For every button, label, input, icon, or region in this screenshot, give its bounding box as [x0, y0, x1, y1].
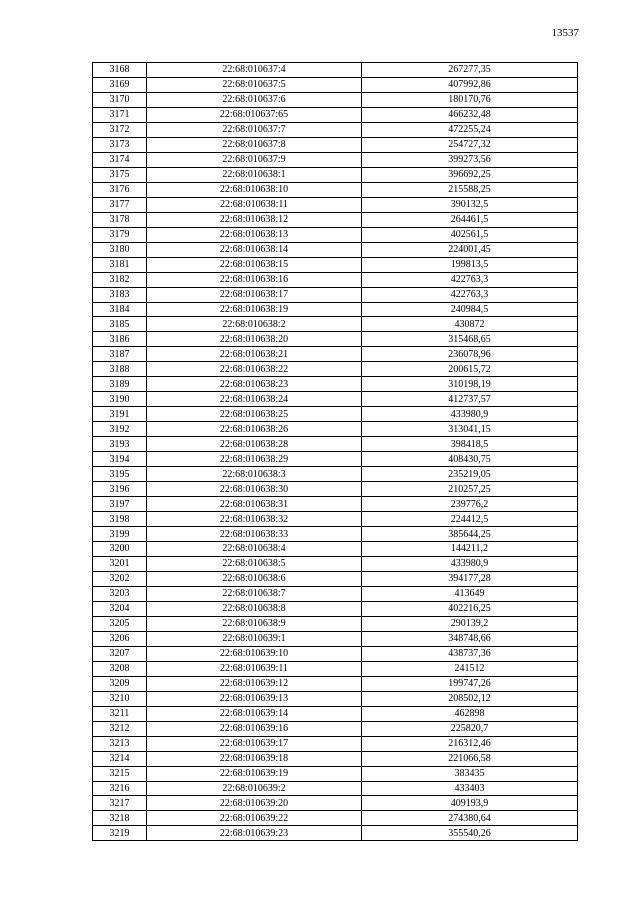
row-index-cell: 3218: [93, 811, 147, 826]
row-index-cell: 3217: [93, 796, 147, 811]
value-cell: 438737,36: [362, 646, 578, 661]
row-index-cell: 3180: [93, 242, 147, 257]
table-row: [93, 287, 578, 302]
cadastral-number-cell: 22:68:010638:1: [147, 167, 362, 182]
row-index-cell: 3171: [93, 107, 147, 122]
cadastral-number-cell: 22:68:010638:23: [147, 377, 362, 392]
table-row: [93, 197, 578, 212]
value-cell: 407992,86: [362, 77, 578, 92]
row-index-cell: 3174: [93, 152, 147, 167]
cadastral-number-cell: 22:68:010638:22: [147, 362, 362, 377]
value-cell: 399273,56: [362, 152, 578, 167]
value-cell: 180170,76: [362, 92, 578, 107]
row-index-cell: 3201: [93, 556, 147, 571]
cadastral-number-cell: 22:68:010638:28: [147, 437, 362, 452]
table-row: [93, 586, 578, 601]
value-cell: 396692,25: [362, 167, 578, 182]
cadastral-number-cell: 22:68:010638:2: [147, 317, 362, 332]
row-index-cell: 3173: [93, 137, 147, 152]
table-row: [93, 781, 578, 796]
row-index-cell: 3186: [93, 332, 147, 347]
cadastral-number-cell: 22:68:010639:19: [147, 766, 362, 781]
cadastral-number-cell: 22:68:010638:16: [147, 272, 362, 287]
cadastral-number-cell: 22:68:010638:6: [147, 571, 362, 586]
table-row: [93, 482, 578, 497]
table-row: [93, 392, 578, 407]
value-cell: 466232,48: [362, 107, 578, 122]
value-cell: 390132,5: [362, 197, 578, 212]
value-cell: 385644,25: [362, 527, 578, 542]
cadastral-number-cell: 22:68:010638:19: [147, 302, 362, 317]
cadastral-number-cell: 22:68:010638:26: [147, 422, 362, 437]
cadastral-number-cell: 22:68:010639:17: [147, 736, 362, 751]
value-cell: 422763,3: [362, 287, 578, 302]
value-cell: 430872: [362, 317, 578, 332]
table-row: [93, 257, 578, 272]
table-row: [93, 467, 578, 482]
value-cell: 398418,5: [362, 437, 578, 452]
table-row: [93, 661, 578, 676]
table-row: [93, 317, 578, 332]
row-index-cell: 3213: [93, 736, 147, 751]
cadastral-number-cell: 22:68:010637:65: [147, 107, 362, 122]
table-row: [93, 122, 578, 137]
table-row: [93, 167, 578, 182]
row-index-cell: 3198: [93, 512, 147, 527]
row-index-cell: 3187: [93, 347, 147, 362]
table-row: [93, 347, 578, 362]
value-cell: 310198,19: [362, 377, 578, 392]
value-cell: 225820,7: [362, 721, 578, 736]
value-cell: 210257,25: [362, 482, 578, 497]
value-cell: 239776,2: [362, 497, 578, 512]
row-index-cell: 3205: [93, 616, 147, 631]
value-cell: 254727,32: [362, 137, 578, 152]
cadastral-number-cell: 22:68:010639:14: [147, 706, 362, 721]
row-index-cell: 3182: [93, 272, 147, 287]
table-row: [93, 107, 578, 122]
cadastral-number-cell: 22:68:010638:21: [147, 347, 362, 362]
row-index-cell: 3212: [93, 721, 147, 736]
table-row: [93, 152, 578, 167]
value-cell: 208502,12: [362, 691, 578, 706]
table-row: [93, 422, 578, 437]
row-index-cell: 3194: [93, 452, 147, 467]
value-cell: 433980,9: [362, 407, 578, 422]
cadastral-number-cell: 22:68:010638:14: [147, 242, 362, 257]
table-row: [93, 137, 578, 152]
table-body: [93, 63, 578, 841]
table-row: [93, 407, 578, 422]
row-index-cell: 3170: [93, 92, 147, 107]
cadastral-number-cell: 22:68:010638:25: [147, 407, 362, 422]
row-index-cell: 3214: [93, 751, 147, 766]
value-cell: 236078,96: [362, 347, 578, 362]
table-row: [93, 646, 578, 661]
value-cell: 144211,2: [362, 542, 578, 557]
row-index-cell: 3188: [93, 362, 147, 377]
cadastral-number-cell: 22:68:010637:9: [147, 152, 362, 167]
table-row: [93, 362, 578, 377]
row-index-cell: 3190: [93, 392, 147, 407]
value-cell: 402561,5: [362, 227, 578, 242]
value-cell: 413649: [362, 586, 578, 601]
table-row: [93, 721, 578, 736]
table-row: [93, 332, 578, 347]
cadastral-number-cell: 22:68:010638:7: [147, 586, 362, 601]
table-row: [93, 63, 578, 78]
row-index-cell: 3206: [93, 631, 147, 646]
value-cell: 224001,45: [362, 242, 578, 257]
cadastral-number-cell: 22:68:010637:8: [147, 137, 362, 152]
value-cell: 216312,46: [362, 736, 578, 751]
value-cell: 383435: [362, 766, 578, 781]
table-row: [93, 527, 578, 542]
cadastral-number-cell: 22:68:010639:2: [147, 781, 362, 796]
cadastral-number-cell: 22:68:010639:18: [147, 751, 362, 766]
value-cell: 199747,26: [362, 676, 578, 691]
row-index-cell: 3195: [93, 467, 147, 482]
value-cell: 433403: [362, 781, 578, 796]
row-index-cell: 3193: [93, 437, 147, 452]
row-index-cell: 3200: [93, 542, 147, 557]
value-cell: 264461,5: [362, 212, 578, 227]
cadastral-number-cell: 22:68:010639:22: [147, 811, 362, 826]
table-row: [93, 452, 578, 467]
value-cell: 241512: [362, 661, 578, 676]
row-index-cell: 3215: [93, 766, 147, 781]
table-row: [93, 796, 578, 811]
row-index-cell: 3177: [93, 197, 147, 212]
value-cell: 267277,35: [362, 63, 578, 78]
cadastral-number-cell: 22:68:010638:10: [147, 182, 362, 197]
table-row: [93, 751, 578, 766]
row-index-cell: 3179: [93, 227, 147, 242]
row-index-cell: 3197: [93, 497, 147, 512]
table-row: [93, 92, 578, 107]
table-row: [93, 302, 578, 317]
cadastral-number-cell: 22:68:010638:32: [147, 512, 362, 527]
value-cell: 355540,26: [362, 826, 578, 841]
value-cell: 221066,58: [362, 751, 578, 766]
cadastral-number-cell: 22:68:010639:10: [147, 646, 362, 661]
row-index-cell: 3189: [93, 377, 147, 392]
cadastral-number-cell: 22:68:010639:1: [147, 631, 362, 646]
cadastral-number-cell: 22:68:010639:23: [147, 826, 362, 841]
cadastral-number-cell: 22:68:010638:12: [147, 212, 362, 227]
cadastral-number-cell: 22:68:010638:17: [147, 287, 362, 302]
row-index-cell: 3211: [93, 706, 147, 721]
cadastral-number-cell: 22:68:010638:15: [147, 257, 362, 272]
row-index-cell: 3168: [93, 63, 147, 78]
cadastral-number-cell: 22:68:010638:3: [147, 467, 362, 482]
row-index-cell: 3216: [93, 781, 147, 796]
cadastral-number-cell: 22:68:010637:6: [147, 92, 362, 107]
row-index-cell: 3185: [93, 317, 147, 332]
table-row: [93, 437, 578, 452]
row-index-cell: 3196: [93, 482, 147, 497]
value-cell: 215588,25: [362, 182, 578, 197]
row-index-cell: 3192: [93, 422, 147, 437]
cadastral-number-cell: 22:68:010639:20: [147, 796, 362, 811]
row-index-cell: 3169: [93, 77, 147, 92]
cadastral-value-table: [92, 62, 578, 841]
table-row: [93, 77, 578, 92]
value-cell: 274380,64: [362, 811, 578, 826]
table-row: [93, 497, 578, 512]
table-row: [93, 242, 578, 257]
row-index-cell: 3202: [93, 571, 147, 586]
row-index-cell: 3181: [93, 257, 147, 272]
value-cell: 394177,28: [362, 571, 578, 586]
value-cell: 433980,9: [362, 556, 578, 571]
table-row: [93, 691, 578, 706]
row-index-cell: 3207: [93, 646, 147, 661]
row-index-cell: 3203: [93, 586, 147, 601]
table-row: [93, 706, 578, 721]
value-cell: 412737,57: [362, 392, 578, 407]
table-row: [93, 676, 578, 691]
row-index-cell: 3204: [93, 601, 147, 616]
table-row: [93, 766, 578, 781]
row-index-cell: 3172: [93, 122, 147, 137]
cadastral-number-cell: 22:68:010637:4: [147, 63, 362, 78]
value-cell: 402216,25: [362, 601, 578, 616]
cadastral-number-cell: 22:68:010638:30: [147, 482, 362, 497]
value-cell: 224412,5: [362, 512, 578, 527]
table-row: [93, 556, 578, 571]
cadastral-number-cell: 22:68:010638:9: [147, 616, 362, 631]
value-cell: 200615,72: [362, 362, 578, 377]
cadastral-number-cell: 22:68:010638:31: [147, 497, 362, 512]
value-cell: 472255,24: [362, 122, 578, 137]
row-index-cell: 3208: [93, 661, 147, 676]
cadastral-number-cell: 22:68:010638:20: [147, 332, 362, 347]
cadastral-number-cell: 22:68:010638:5: [147, 556, 362, 571]
cadastral-number-cell: 22:68:010638:8: [147, 601, 362, 616]
value-cell: 409193,9: [362, 796, 578, 811]
table-row: [93, 631, 578, 646]
table-row: [93, 571, 578, 586]
table-row: [93, 736, 578, 751]
cadastral-number-cell: 22:68:010638:24: [147, 392, 362, 407]
row-index-cell: 3210: [93, 691, 147, 706]
cadastral-number-cell: 22:68:010639:11: [147, 661, 362, 676]
cadastral-number-cell: 22:68:010638:13: [147, 227, 362, 242]
table-row: [93, 182, 578, 197]
cadastral-number-cell: 22:68:010638:4: [147, 542, 362, 557]
table-row: [93, 272, 578, 287]
value-cell: 199813,5: [362, 257, 578, 272]
value-cell: 422763,3: [362, 272, 578, 287]
cadastral-number-cell: 22:68:010639:16: [147, 721, 362, 736]
cadastral-number-cell: 22:68:010637:7: [147, 122, 362, 137]
cadastral-number-cell: 22:68:010637:5: [147, 77, 362, 92]
table-row: [93, 826, 578, 841]
row-index-cell: 3176: [93, 182, 147, 197]
cadastral-number-cell: 22:68:010638:33: [147, 527, 362, 542]
cadastral-number-cell: 22:68:010638:29: [147, 452, 362, 467]
value-cell: 240984,5: [362, 302, 578, 317]
row-index-cell: 3178: [93, 212, 147, 227]
cadastral-number-cell: 22:68:010639:13: [147, 691, 362, 706]
value-cell: 290139,2: [362, 616, 578, 631]
table-row: [93, 227, 578, 242]
row-index-cell: 3175: [93, 167, 147, 182]
row-index-cell: 3191: [93, 407, 147, 422]
table-row: [93, 377, 578, 392]
cadastral-number-cell: 22:68:010639:12: [147, 676, 362, 691]
table-row: [93, 811, 578, 826]
value-cell: 462898: [362, 706, 578, 721]
table-row: [93, 616, 578, 631]
cadastral-number-cell: 22:68:010638:11: [147, 197, 362, 212]
value-cell: 313041,15: [362, 422, 578, 437]
value-cell: 315468,65: [362, 332, 578, 347]
table-row: [93, 601, 578, 616]
table-row: [93, 212, 578, 227]
value-cell: 348748,66: [362, 631, 578, 646]
value-cell: 235219,05: [362, 467, 578, 482]
row-index-cell: 3199: [93, 527, 147, 542]
value-cell: 408430,75: [362, 452, 578, 467]
table-row: [93, 542, 578, 557]
row-index-cell: 3184: [93, 302, 147, 317]
row-index-cell: 3219: [93, 826, 147, 841]
table-row: [93, 512, 578, 527]
row-index-cell: 3209: [93, 676, 147, 691]
page-number: 13537: [551, 27, 579, 39]
row-index-cell: 3183: [93, 287, 147, 302]
